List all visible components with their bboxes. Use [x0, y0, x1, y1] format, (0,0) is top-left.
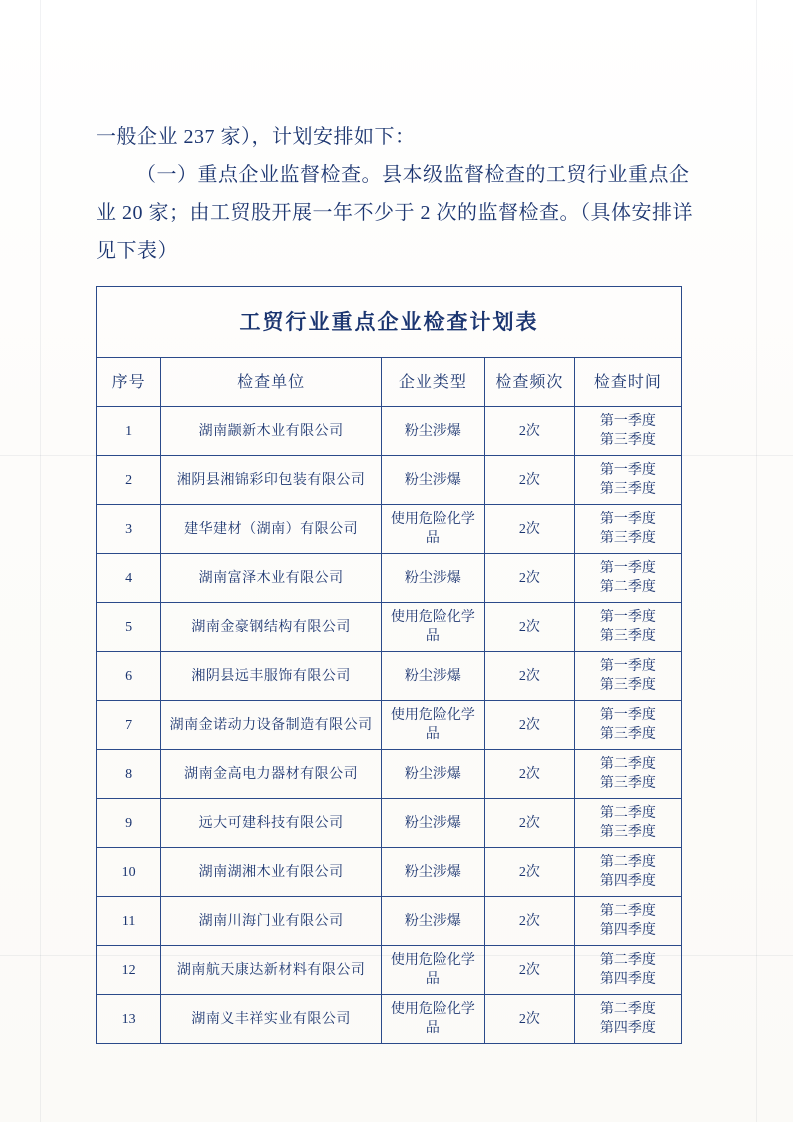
- cell-type: 粉尘涉爆: [381, 652, 484, 701]
- cell-no: 12: [97, 946, 161, 995]
- cell-time: [574, 897, 681, 946]
- document-body: [96, 118, 696, 1044]
- paragraph-1: 一般企业 237 家），计划安排如下：: [96, 126, 416, 148]
- table-row: [97, 456, 682, 505]
- cell-time-second: 第四季度: [599, 923, 656, 938]
- cell-frequency: 2次: [484, 799, 574, 848]
- cell-unit: 湖南义丰祥实业有限公司: [161, 995, 382, 1044]
- cell-time: [574, 407, 681, 456]
- table-row: [97, 897, 682, 946]
- cell-time-second: 第三季度: [599, 531, 656, 546]
- cell-time-second: 第三季度: [599, 482, 656, 497]
- cell-no: 8: [97, 750, 161, 799]
- cell-frequency: 2次: [484, 946, 574, 995]
- cell-time: [574, 848, 681, 897]
- cell-type: 使用危险化学品: [381, 603, 484, 652]
- cell-unit: 湖南金诺动力设备制造有限公司: [161, 701, 382, 750]
- table-row: [97, 995, 682, 1044]
- cell-frequency: 2次: [484, 554, 574, 603]
- cell-type: 使用危险化学品: [381, 701, 484, 750]
- cell-unit: 湖南航天康达新材料有限公司: [161, 946, 382, 995]
- cell-time-second: 第四季度: [599, 874, 656, 889]
- cell-type: 使用危险化学品: [381, 946, 484, 995]
- table-header-row: [97, 358, 682, 407]
- cell-time-second: 第三季度: [599, 727, 656, 742]
- page-crease-right: [756, 0, 757, 1122]
- cell-unit: 湖南川海门业有限公司: [161, 897, 382, 946]
- table-row: [97, 946, 682, 995]
- cell-time-first: 第一季度: [599, 463, 656, 478]
- cell-time-second: 第二季度: [599, 580, 656, 595]
- column-header-unit: 检查单位: [161, 358, 382, 407]
- table-title-row: [97, 287, 682, 358]
- cell-no: 11: [97, 897, 161, 946]
- paragraph-2: （一）重点企业监督检查。县本级监督检查的工贸行业重点企业 20 家；由工贸股开展一年不少于 2 次的监督检查。（具体安排详见下表）: [96, 164, 693, 262]
- cell-time: [574, 946, 681, 995]
- cell-unit: 湘阴县湘锦彩印包装有限公司: [161, 456, 382, 505]
- cell-frequency: 2次: [484, 407, 574, 456]
- cell-no: 7: [97, 701, 161, 750]
- cell-time-second: 第三季度: [599, 678, 656, 693]
- cell-unit: 建华建材（湖南）有限公司: [161, 505, 382, 554]
- cell-time-first: 第二季度: [599, 953, 656, 968]
- cell-type: 粉尘涉爆: [381, 554, 484, 603]
- cell-time-second: 第四季度: [599, 1021, 656, 1036]
- cell-time-first: 第二季度: [599, 757, 656, 772]
- cell-type: 粉尘涉爆: [381, 407, 484, 456]
- page-crease-left: [40, 0, 41, 1122]
- cell-unit: 远大可建科技有限公司: [161, 799, 382, 848]
- cell-no: 13: [97, 995, 161, 1044]
- cell-time-first: 第一季度: [599, 414, 656, 429]
- cell-frequency: 2次: [484, 701, 574, 750]
- table-row: [97, 652, 682, 701]
- cell-time: [574, 750, 681, 799]
- cell-type: 粉尘涉爆: [381, 799, 484, 848]
- cell-no: 5: [97, 603, 161, 652]
- table-row: [97, 848, 682, 897]
- cell-frequency: 2次: [484, 897, 574, 946]
- cell-time: [574, 456, 681, 505]
- cell-frequency: 2次: [484, 505, 574, 554]
- column-header-time: 检查时间: [574, 358, 681, 407]
- cell-time-first: 第二季度: [599, 1002, 656, 1017]
- cell-type: 粉尘涉爆: [381, 750, 484, 799]
- cell-time-second: 第四季度: [599, 972, 656, 987]
- table-row: [97, 750, 682, 799]
- column-header-no: 序号: [97, 358, 161, 407]
- cell-time-second: 第三季度: [599, 825, 656, 840]
- cell-time: [574, 652, 681, 701]
- cell-type: 粉尘涉爆: [381, 848, 484, 897]
- cell-frequency: 2次: [484, 848, 574, 897]
- table-row: [97, 554, 682, 603]
- cell-type: 粉尘涉爆: [381, 456, 484, 505]
- cell-time-first: 第一季度: [599, 561, 656, 576]
- cell-time-first: 第一季度: [599, 610, 656, 625]
- cell-type: 使用危险化学品: [381, 995, 484, 1044]
- table-row: [97, 603, 682, 652]
- cell-no: 4: [97, 554, 161, 603]
- table-row: [97, 407, 682, 456]
- cell-frequency: 2次: [484, 995, 574, 1044]
- cell-time: [574, 799, 681, 848]
- cell-time: [574, 701, 681, 750]
- cell-unit: 湖南金高电力器材有限公司: [161, 750, 382, 799]
- cell-time-first: 第二季度: [599, 904, 656, 919]
- cell-no: 6: [97, 652, 161, 701]
- cell-time: [574, 995, 681, 1044]
- cell-no: 1: [97, 407, 161, 456]
- cell-unit: 湘阴县远丰服饰有限公司: [161, 652, 382, 701]
- cell-no: 2: [97, 456, 161, 505]
- cell-time-first: 第二季度: [599, 855, 656, 870]
- cell-frequency: 2次: [484, 603, 574, 652]
- cell-time: [574, 505, 681, 554]
- table-row: [97, 799, 682, 848]
- cell-unit: 湖南富泽木业有限公司: [161, 554, 382, 603]
- column-header-frequency: 检查频次: [484, 358, 574, 407]
- table-row: [97, 701, 682, 750]
- inspection-plan-table: [96, 286, 682, 1044]
- cell-frequency: 2次: [484, 750, 574, 799]
- column-header-type: 企业类型: [381, 358, 484, 407]
- cell-frequency: 2次: [484, 652, 574, 701]
- cell-type: 粉尘涉爆: [381, 897, 484, 946]
- cell-time-first: 第一季度: [599, 659, 656, 674]
- table-title: 工贸行业重点企业检查计划表: [97, 287, 682, 358]
- cell-time-second: 第三季度: [599, 629, 656, 644]
- cell-time-first: 第一季度: [599, 708, 656, 723]
- cell-no: 9: [97, 799, 161, 848]
- cell-time-second: 第三季度: [599, 433, 656, 448]
- cell-time: [574, 603, 681, 652]
- cell-unit: 湖南金豪钢结构有限公司: [161, 603, 382, 652]
- cell-time: [574, 554, 681, 603]
- cell-unit: 湖南湖湘木业有限公司: [161, 848, 382, 897]
- cell-time-second: 第三季度: [599, 776, 656, 791]
- cell-type: 使用危险化学品: [381, 505, 484, 554]
- cell-time-first: 第一季度: [599, 512, 656, 527]
- cell-time-first: 第二季度: [599, 806, 656, 821]
- cell-no: 3: [97, 505, 161, 554]
- cell-unit: 湖南颛新木业有限公司: [161, 407, 382, 456]
- cell-no: 10: [97, 848, 161, 897]
- table-row: [97, 505, 682, 554]
- cell-frequency: 2次: [484, 456, 574, 505]
